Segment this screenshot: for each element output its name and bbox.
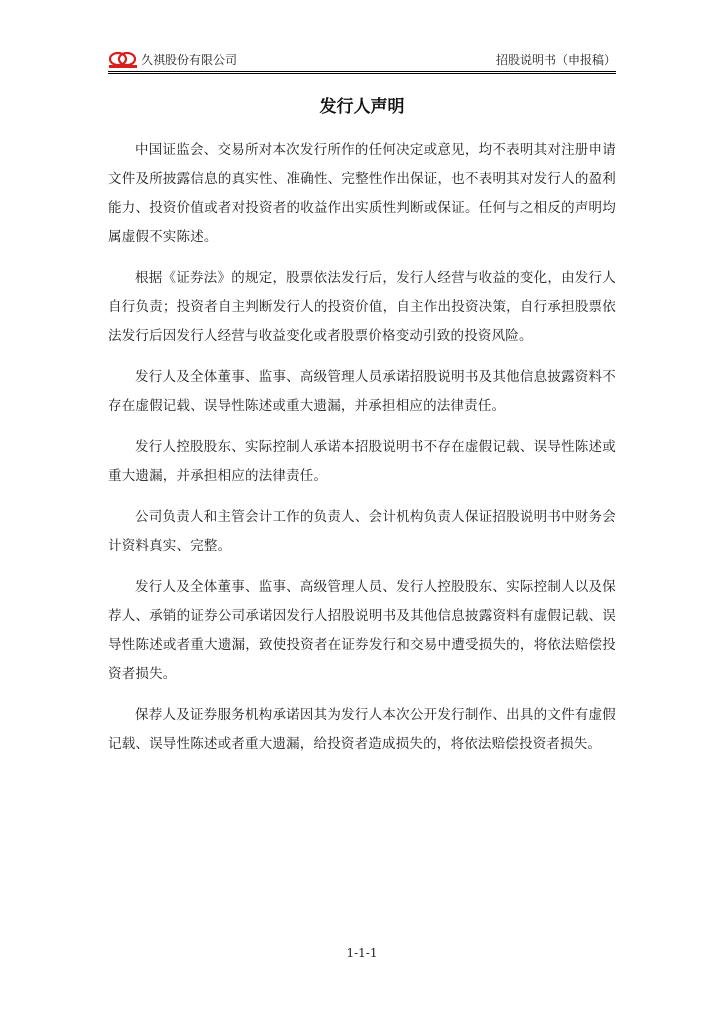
paragraph: 发行人及全体董事、监事、高级管理人员承诺招股说明书及其他信息披露资料不存在虚假记载、误导性陈述或重大遗漏，并承担相应的法律责任。	[108, 369, 616, 414]
paragraph: 根据《证券法》的规定，股票依法发行后，发行人经营与收益的变化，由发行人自行负责；投资者自主判断发行人的投资价值，自主作出投资决策，自行承担股票依法发行后因发行人经营与收益变化或者股票价格变动引致的投资风险。	[108, 270, 616, 344]
paragraph: 发行人及全体董事、监事、高级管理人员、发行人控股股东、实际控制人以及保荐人、承销的证券公司承诺因发行人招股说明书及其他信息披露资料有虚假记载、误导性陈述或者重大遗漏，致使投资者在证券发行和交易中遭受损失的，将依法赔偿投资者损失。	[108, 579, 616, 682]
paragraph: 保荐人及证券服务机构承诺因其为发行人本次公开发行制作、出具的文件有虚假记载、误导性陈述或者重大遗漏，给投资者造成损失的，将依法赔偿投资者损失。	[108, 707, 616, 752]
document-title: 招股说明书（申报稿）	[495, 53, 616, 67]
company-name: 久祺股份有限公司	[141, 53, 238, 67]
jonny-logo-icon	[108, 51, 138, 69]
declaration-body	[108, 136, 616, 771]
paragraph: 发行人控股股东、实际控制人承诺本招股说明书不存在虚假记载、误导性陈述或重大遗漏，并承担相应的法律责任。	[108, 439, 616, 484]
header-divider-thin	[108, 73, 616, 74]
page-header	[108, 50, 616, 70]
page-number: 1-1-1	[346, 946, 378, 960]
header-divider	[108, 71, 616, 72]
header-company	[108, 50, 237, 70]
page-title: 发行人声明	[319, 97, 405, 117]
paragraph: 中国证监会、交易所对本次发行所作的任何决定或意见，均不表明其对注册申请文件及所披露信息的真实性、准确性、完整性作出保证，也不表明其对发行人的盈利能力、投资价值或者对投资者的收益作出实质性判断或保证。任何与之相反的声明均属虚假不实陈述。	[108, 142, 616, 245]
paragraph: 公司负责人和主管会计工作的负责人、会计机构负责人保证招股说明书中财务会计资料真实、完整。	[108, 509, 616, 554]
